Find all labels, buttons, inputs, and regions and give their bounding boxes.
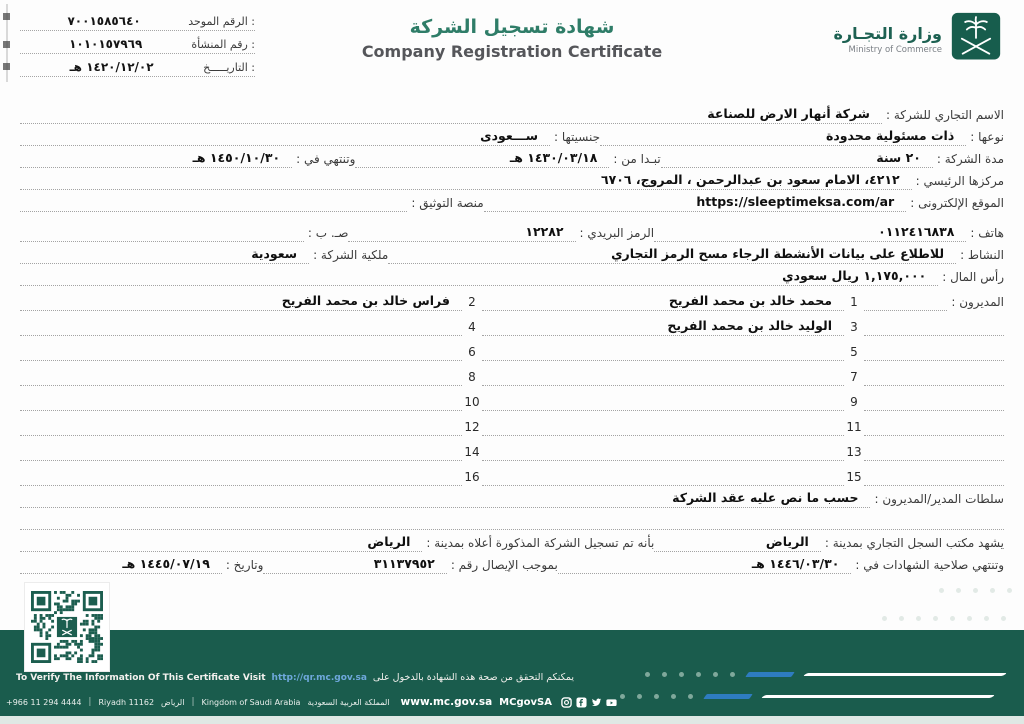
instagram-icon[interactable] — [561, 697, 572, 708]
qr-code — [31, 591, 103, 663]
footer-website[interactable]: www.mc.gov.sa — [400, 696, 493, 708]
manager-number: 13 — [846, 445, 862, 459]
manager-name — [446, 358, 462, 360]
footer-decoration-blue-dash — [745, 672, 795, 677]
receipt-number-label: بموجب الإيصال رقم : — [450, 558, 558, 572]
nationality-value: ســـعودى — [480, 128, 539, 143]
manager-powers-value: حسب ما نص عليه عقد الشركة — [672, 490, 859, 505]
facebook-icon[interactable] — [576, 697, 587, 708]
twitter-icon[interactable] — [591, 697, 602, 708]
footer-separator: | — [88, 697, 92, 707]
manager-number: 2 — [468, 295, 476, 309]
entity-number-value: ١٠١٠١٥٧٩٦٩ — [69, 37, 143, 51]
registered-city-value: الرياض — [367, 534, 411, 549]
ministry-logo — [833, 12, 1002, 66]
registry-city-value: الرياض — [765, 534, 809, 549]
managers-row-6 — [20, 411, 1004, 436]
manager-number: 14 — [464, 445, 480, 459]
duration-dates-row — [20, 146, 1004, 168]
manager-number: 5 — [850, 345, 858, 359]
company-type-label: نوعها : — [970, 130, 1004, 144]
footer-decoration-blue-dash — [703, 694, 753, 699]
manager-name — [446, 433, 462, 435]
footer-city-ar: الرياض — [161, 697, 185, 707]
registry-attestation-row — [20, 530, 1004, 552]
manager-name: محمد خالد بن محمد الفريح — [668, 293, 832, 308]
activity-label: النشاط : — [960, 248, 1004, 262]
manager-name — [828, 458, 844, 460]
footer-bottom-strip — [0, 716, 1024, 724]
saudi-emblem-icon — [950, 12, 1002, 66]
website-row — [20, 190, 1004, 212]
managers-row-5 — [20, 386, 1004, 411]
manager-name — [828, 358, 844, 360]
trade-name-label: الاسم التجاري للشركة : — [885, 108, 1004, 122]
activity-row — [20, 242, 1004, 264]
phone-row — [20, 220, 1004, 242]
manager-name — [446, 333, 462, 335]
qr-card — [25, 583, 109, 671]
ownership-value: سعودية — [251, 246, 298, 261]
registered-city-label: بأنه تم تسجيل الشركة المذكورة أعلاه بمدينة : — [426, 536, 655, 550]
postal-code-value: ١٢٢٨٢ — [525, 224, 564, 239]
registry-city-label: يشهد مكتب السجل التجاري بمدينة : — [824, 536, 1004, 550]
footer-decoration-dots — [645, 672, 1005, 677]
website-value: https://sleeptimeksa.com/ar — [696, 194, 895, 209]
unified-number-value: ٧٠٠١٥٨٥٦٤٠ — [67, 14, 141, 28]
duration-label: مدة الشركة : — [936, 152, 1004, 166]
managers-row-7 — [20, 436, 1004, 461]
footer-decoration-white-line — [803, 673, 1007, 676]
footer-country-ar: المملكة العربية السعودية — [307, 697, 390, 707]
nationality-label: جنسيتها : — [554, 130, 601, 144]
certificate-title-english: Company Registration Certificate — [361, 42, 663, 61]
company-type-value: ذات مسئولية محدودة — [825, 128, 955, 143]
cert-expiry-value: ١٤٤٦/٠٣/٣٠ هـ — [751, 556, 840, 571]
manager-name — [828, 433, 844, 435]
entity-number-label: رقم المنشأة : — [191, 38, 255, 51]
managers-row-8 — [20, 461, 1004, 486]
manager-number: 12 — [464, 420, 480, 434]
managers-row-3 — [20, 336, 1004, 361]
manager-number: 1 — [850, 295, 858, 309]
managers-row-4 — [20, 361, 1004, 386]
managers-row-2 — [20, 311, 1004, 336]
youtube-icon[interactable] — [606, 697, 617, 708]
head-office-row — [20, 168, 1004, 190]
manager-powers-label: سلطات المدير/المديرون : — [874, 492, 1004, 506]
po-box-value — [288, 239, 304, 241]
end-date-value: ١٤٥٠/١٠/٣٠ هـ — [192, 150, 281, 165]
receipt-date-value: ١٤٤٥/٠٧/١٩ هـ — [122, 556, 210, 571]
trade-name-row — [20, 102, 1004, 124]
managers-label: المديرون : — [951, 295, 1004, 309]
postal-code-label: الرمز البريدي : — [579, 226, 655, 240]
phone-value: ٠١١٢٤١٦٨٣٨ — [878, 224, 955, 239]
capital-label: رأس المال : — [942, 270, 1004, 284]
activity-value: للاطلاع على بيانات الأنشطة الرجاء مسح الرمز التجاري — [611, 246, 945, 261]
footer-phone: +966 11 294 4444 — [6, 697, 82, 707]
manager-name — [446, 408, 462, 410]
empty-dotted-row — [20, 508, 1004, 530]
manager-name: فراس خالد بن محمد الفريح — [281, 293, 450, 308]
ministry-name-english: Ministry of Commerce — [848, 44, 942, 55]
manager-powers-row — [20, 486, 1004, 508]
manager-number: 8 — [468, 370, 476, 384]
issue-date-label: التاريـــــخ : — [203, 61, 255, 74]
start-date-value: ١٤٣٠/٠٣/١٨ هـ — [509, 150, 598, 165]
footer-verify-line — [16, 672, 574, 683]
footer-band — [0, 630, 1024, 716]
cert-expiry-label: وتنتهي صلاحية الشهادات في : — [855, 558, 1004, 572]
footer-decoration-dots — [620, 694, 993, 699]
issue-date-value: ١٤٢٠/١٢/٠٢ هـ — [69, 60, 154, 74]
end-date-label: وتنتهي في : — [296, 152, 356, 166]
footer-separator: | — [191, 697, 195, 707]
footer-decoration-white-line — [761, 695, 995, 698]
manager-name — [446, 383, 462, 385]
head-office-label: مركزها الرئيسي : — [915, 174, 1004, 188]
capital-value: ١,١٧٥,٠٠٠ ريال سعودي — [782, 268, 927, 283]
manager-number: 10 — [464, 395, 480, 409]
footer-country-en: Kingdom of Saudi Arabia — [201, 697, 301, 707]
manager-name — [446, 458, 462, 460]
ownership-label: ملكية الشركة : — [313, 248, 389, 262]
manager-number: 9 — [850, 395, 858, 409]
manager-name — [828, 483, 844, 485]
expiry-receipt-row — [20, 552, 1004, 574]
manager-number: 6 — [468, 345, 476, 359]
manager-name — [828, 383, 844, 385]
start-date-label: تبـدا من : — [613, 152, 661, 166]
certificate-title-arabic: شهادة تسجيل الشركة — [409, 16, 615, 38]
duration-value: ٢٠ سنة — [876, 150, 921, 165]
manager-name — [446, 483, 462, 485]
footer-contact-line — [6, 696, 617, 708]
manager-number: 7 — [850, 370, 858, 384]
receipt-number-value: ٣١١٣٧٩٥٢ — [373, 556, 435, 571]
managers-row-1 — [20, 286, 1004, 311]
footer-decoration-dots-faint — [882, 616, 1006, 621]
auth-platform-value — [391, 209, 407, 211]
website-label: الموقع الإلكترونى : — [910, 196, 1004, 210]
unified-number-label: الرقم الموحد : — [188, 15, 255, 28]
manager-number: 15 — [846, 470, 862, 484]
head-office-value: ٤٢١٢، الامام سعود بن عبدالرحمن ، المروج، ٦٧٠٦ — [601, 172, 900, 187]
footer-city-en: Riyadh 11162 — [98, 697, 155, 707]
auth-platform-label: منصة التوثيق : — [411, 196, 484, 210]
manager-number: 4 — [468, 320, 476, 334]
manager-number: 16 — [464, 470, 480, 484]
ministry-logo-text — [833, 24, 942, 55]
type-nationality-row — [20, 124, 1004, 146]
manager-name: الوليد خالد بن محمد الفريح — [667, 318, 832, 333]
ministry-name-arabic: وزارة التجـارة — [833, 23, 942, 43]
certificate-body — [0, 96, 1024, 574]
capital-row — [20, 264, 1004, 286]
manager-number: 11 — [846, 420, 862, 434]
phone-label: هاتف : — [970, 226, 1004, 240]
po-box-label: صـ. ب : — [307, 226, 349, 240]
manager-name — [828, 408, 844, 410]
footer-social-icons — [561, 697, 617, 708]
header — [0, 0, 1024, 96]
footer-verify-text-ar: يمكنكم التحقق من صحة هذه الشهادة بالدخول على — [372, 672, 575, 683]
footer-social-handle: MCgovSA — [499, 696, 552, 708]
footer-decoration-dots-faint — [939, 588, 1012, 593]
manager-number: 3 — [850, 320, 858, 334]
trade-name-value: شركة أنهار الارض للصناعة — [707, 106, 870, 121]
footer-verify-text-en: To Verify The Information Of This Certificate Visit — [16, 673, 266, 683]
receipt-date-label: وتاريخ : — [225, 558, 264, 572]
footer-verify-link[interactable]: http://qr.mc.gov.sa — [271, 673, 367, 683]
